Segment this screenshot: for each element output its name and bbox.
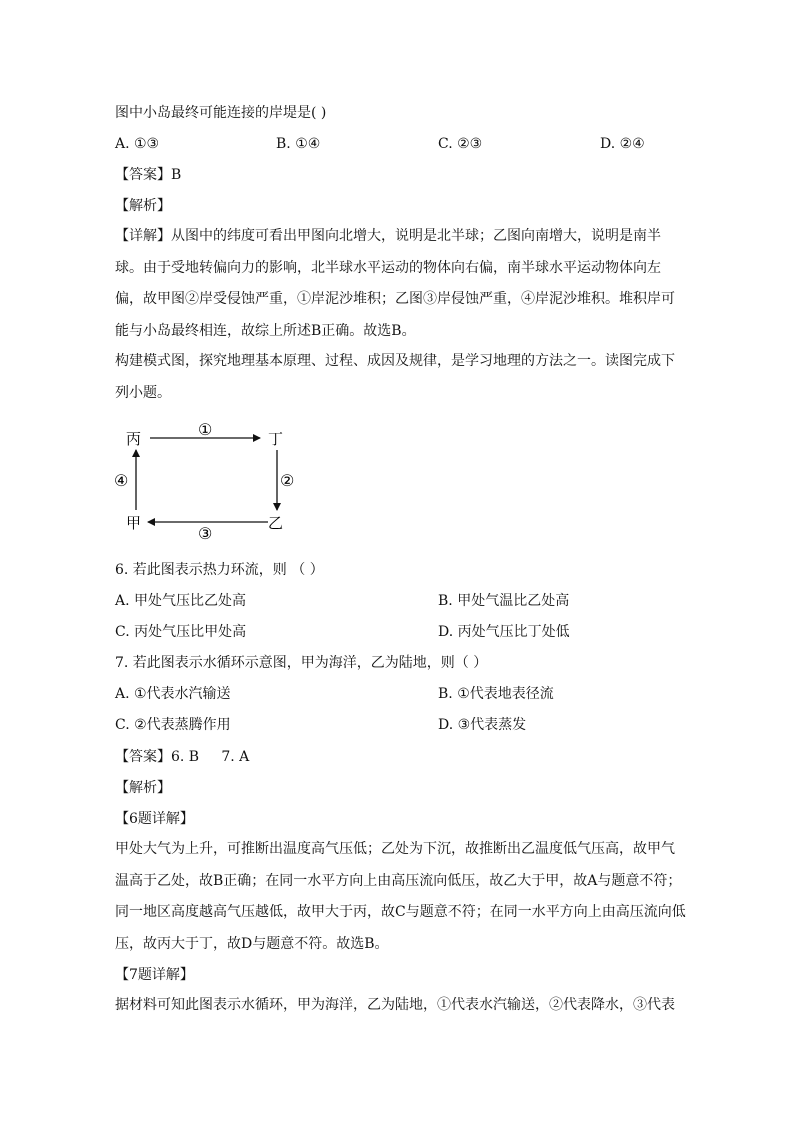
label-arrow-top: ① [198,420,213,439]
q6-stem: 6. 若此图表示热力环流，则 （ ） [115,562,324,578]
label-arrow-left: ④ [114,471,129,490]
corner-top-right: 丁 [268,430,284,448]
q5-analysis-label: 【解析】 [115,198,171,214]
q7-detail-title: 【7题详解】 [115,967,194,983]
q6-option-b: B. 甲处气温比乙处高 [438,593,570,609]
q5-option-c: C. ②③ [438,136,483,152]
q7-option-b: B. ①代表地表径流 [438,686,554,702]
q5-option-b: B. ①④ [276,136,321,152]
q6-detail-title: 【6题详解】 [115,811,194,827]
q6-option-a: A. 甲处气压比乙处高 [115,593,247,609]
corner-bottom-left: 甲 [126,514,142,532]
q7-option-d: D. ③代表蒸发 [438,717,527,733]
q6-option-c: C. 丙处气压比甲处高 [115,624,247,640]
q6-option-d: D. 丙处气压比丁处低 [438,624,570,640]
corner-top-left: 丙 [126,430,142,448]
q7-option-a: A. ①代表水汽输送 [115,686,231,702]
q7-option-c: C. ②代表蒸腾作用 [115,717,231,733]
corner-bottom-right: 乙 [268,514,284,532]
q6-detail: 甲处大气为上升，可推断出温度高气压低；乙处为下沉，故推断出乙温度低气压高，故甲气温高于乙处，故B正确；在同一水平方向上由高压流向低压，故乙大于甲，故A与题意不符；同一地区高度越高气压越低，故甲大于丙，故C与题意不符；在同一水平方向上由高压流向低压，故丙大于丁，故D与题意不符。故选B。 [115,841,686,952]
q5-option-a: A. ①③ [115,136,160,152]
analysis-label: 【解析】 [115,780,171,796]
intro-text: 构建模式图，探究地理基本原理、过程、成因及规律，是学习地理的方法之一。读图完成下列小题。 [115,353,675,401]
q5-stem: 图中小岛最终可能连接的岸堤是( ) [115,105,327,121]
q5-detail: 【详解】从图中的纬度可看出甲图向北增大，说明是北半球；乙图向南增大，说明是南半球。由于受地转偏向力的影响，北半球水平运动的物体向右偏，南半球水平运动物体向左偏，故甲图②岸受侵蚀严重，①岸泥沙堆积；乙图③岸侵蚀严重，④岸泥沙堆积。堆积岸可能与小岛最终相连，故综上所述B正确。故选B。 [115,228,675,339]
label-arrow-bottom: ③ [198,524,213,543]
q5-option-d: D. ②④ [600,136,645,152]
label-arrow-right: ② [280,471,295,490]
answers: 【答案】6. B 7. A [115,749,250,765]
cycle-diagram [110,418,310,546]
q7-detail: 据材料可知此图表示水循环，甲为海洋，乙为陆地，①代表水汽输送，②代表降水，③代表 [115,997,675,1013]
q5-answer: 【答案】B [115,167,182,183]
q7-stem: 7. 若此图表示水循环示意图，甲为海洋，乙为陆地，则（ ） [115,655,488,671]
